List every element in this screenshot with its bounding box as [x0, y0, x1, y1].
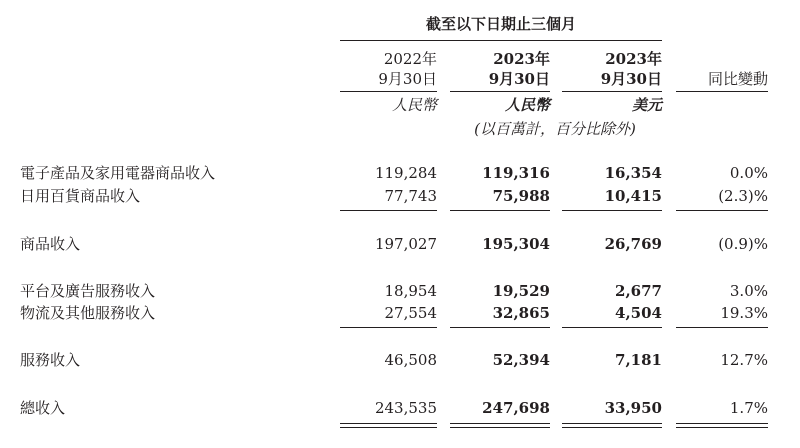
- cell-usd: 26,769: [604, 235, 662, 253]
- cell-usd: 7,181: [615, 351, 662, 369]
- row-label: 商品收入: [20, 235, 81, 253]
- subtotal-rule: [562, 327, 662, 328]
- row-label: 總收入: [20, 399, 66, 417]
- cell-2023: 19,529: [492, 282, 550, 300]
- cell-2022: 77,743: [384, 187, 437, 205]
- col4-label: 同比變動: [707, 70, 768, 88]
- cell-change: 3.0%: [729, 282, 768, 300]
- subtotal-rule: [450, 210, 550, 211]
- cell-2023: 119,316: [482, 164, 550, 182]
- col3-header-rule: [562, 91, 662, 92]
- col3-currency: 美元: [631, 96, 662, 114]
- cell-usd: 4,504: [615, 304, 662, 322]
- subtotal-rule: [340, 210, 437, 211]
- total-rule: [450, 423, 550, 424]
- cell-2023: 32,865: [492, 304, 550, 322]
- col1-header-rule: [340, 91, 437, 92]
- cell-change: 19.3%: [720, 304, 768, 322]
- cell-2022: 46,508: [384, 351, 437, 369]
- period-title: 截至以下日期止三個月: [425, 15, 576, 33]
- subtotal-rule: [562, 210, 662, 211]
- cell-change: 1.7%: [729, 399, 768, 417]
- cell-2022: 27,554: [384, 304, 437, 322]
- col4-header-rule: [676, 91, 768, 92]
- cell-usd: 10,415: [604, 187, 662, 205]
- total-rule: [676, 423, 768, 424]
- cell-2023: 52,394: [492, 351, 550, 369]
- subtotal-rule: [340, 327, 437, 328]
- total-rule: [562, 423, 662, 424]
- col1-date: 9月30日: [378, 70, 437, 88]
- subtotal-rule: [450, 327, 550, 328]
- row-label: 電子產品及家用電器商品收入: [20, 164, 216, 182]
- total-rule: [450, 427, 550, 428]
- row-label: 物流及其他服務收入: [20, 304, 156, 322]
- cell-2023: 75,988: [492, 187, 550, 205]
- cell-2022: 119,284: [374, 164, 437, 182]
- col2-year: 2023年: [493, 50, 550, 68]
- cell-usd: 33,950: [604, 399, 662, 417]
- cell-change: 0.0%: [729, 164, 768, 182]
- header-rule: [340, 40, 662, 41]
- subtotal-rule: [676, 210, 768, 211]
- cell-2022: 243,535: [374, 399, 437, 417]
- col2-header-rule: [450, 91, 550, 92]
- col1-currency: 人民幣: [391, 96, 437, 114]
- cell-usd: 16,354: [604, 164, 662, 182]
- cell-2023: 195,304: [482, 235, 550, 253]
- cell-usd: 2,677: [615, 282, 662, 300]
- row-label: 日用百貨商品收入: [20, 187, 141, 205]
- total-rule: [340, 423, 437, 424]
- total-rule: [562, 427, 662, 428]
- col2-currency: 人民幣: [504, 96, 550, 114]
- cell-change: 12.7%: [720, 351, 768, 369]
- cell-2022: 18,954: [384, 282, 437, 300]
- cell-2022: 197,027: [374, 235, 437, 253]
- cell-change: (2.3)%: [718, 187, 768, 205]
- row-label: 服務收入: [20, 351, 81, 369]
- cell-2023: 247,698: [482, 399, 550, 417]
- subtotal-rule: [676, 327, 768, 328]
- col3-year: 2023年: [605, 50, 662, 68]
- row-label: 平台及廣告服務收入: [20, 282, 156, 300]
- col1-year: 2022年: [383, 50, 437, 68]
- col2-date: 9月30日: [488, 70, 550, 88]
- cell-change: (0.9)%: [718, 235, 768, 253]
- unit-note: (以百萬計，百分比除外): [474, 120, 636, 138]
- total-rule: [340, 427, 437, 428]
- total-rule: [676, 427, 768, 428]
- col3-date: 9月30日: [600, 70, 662, 88]
